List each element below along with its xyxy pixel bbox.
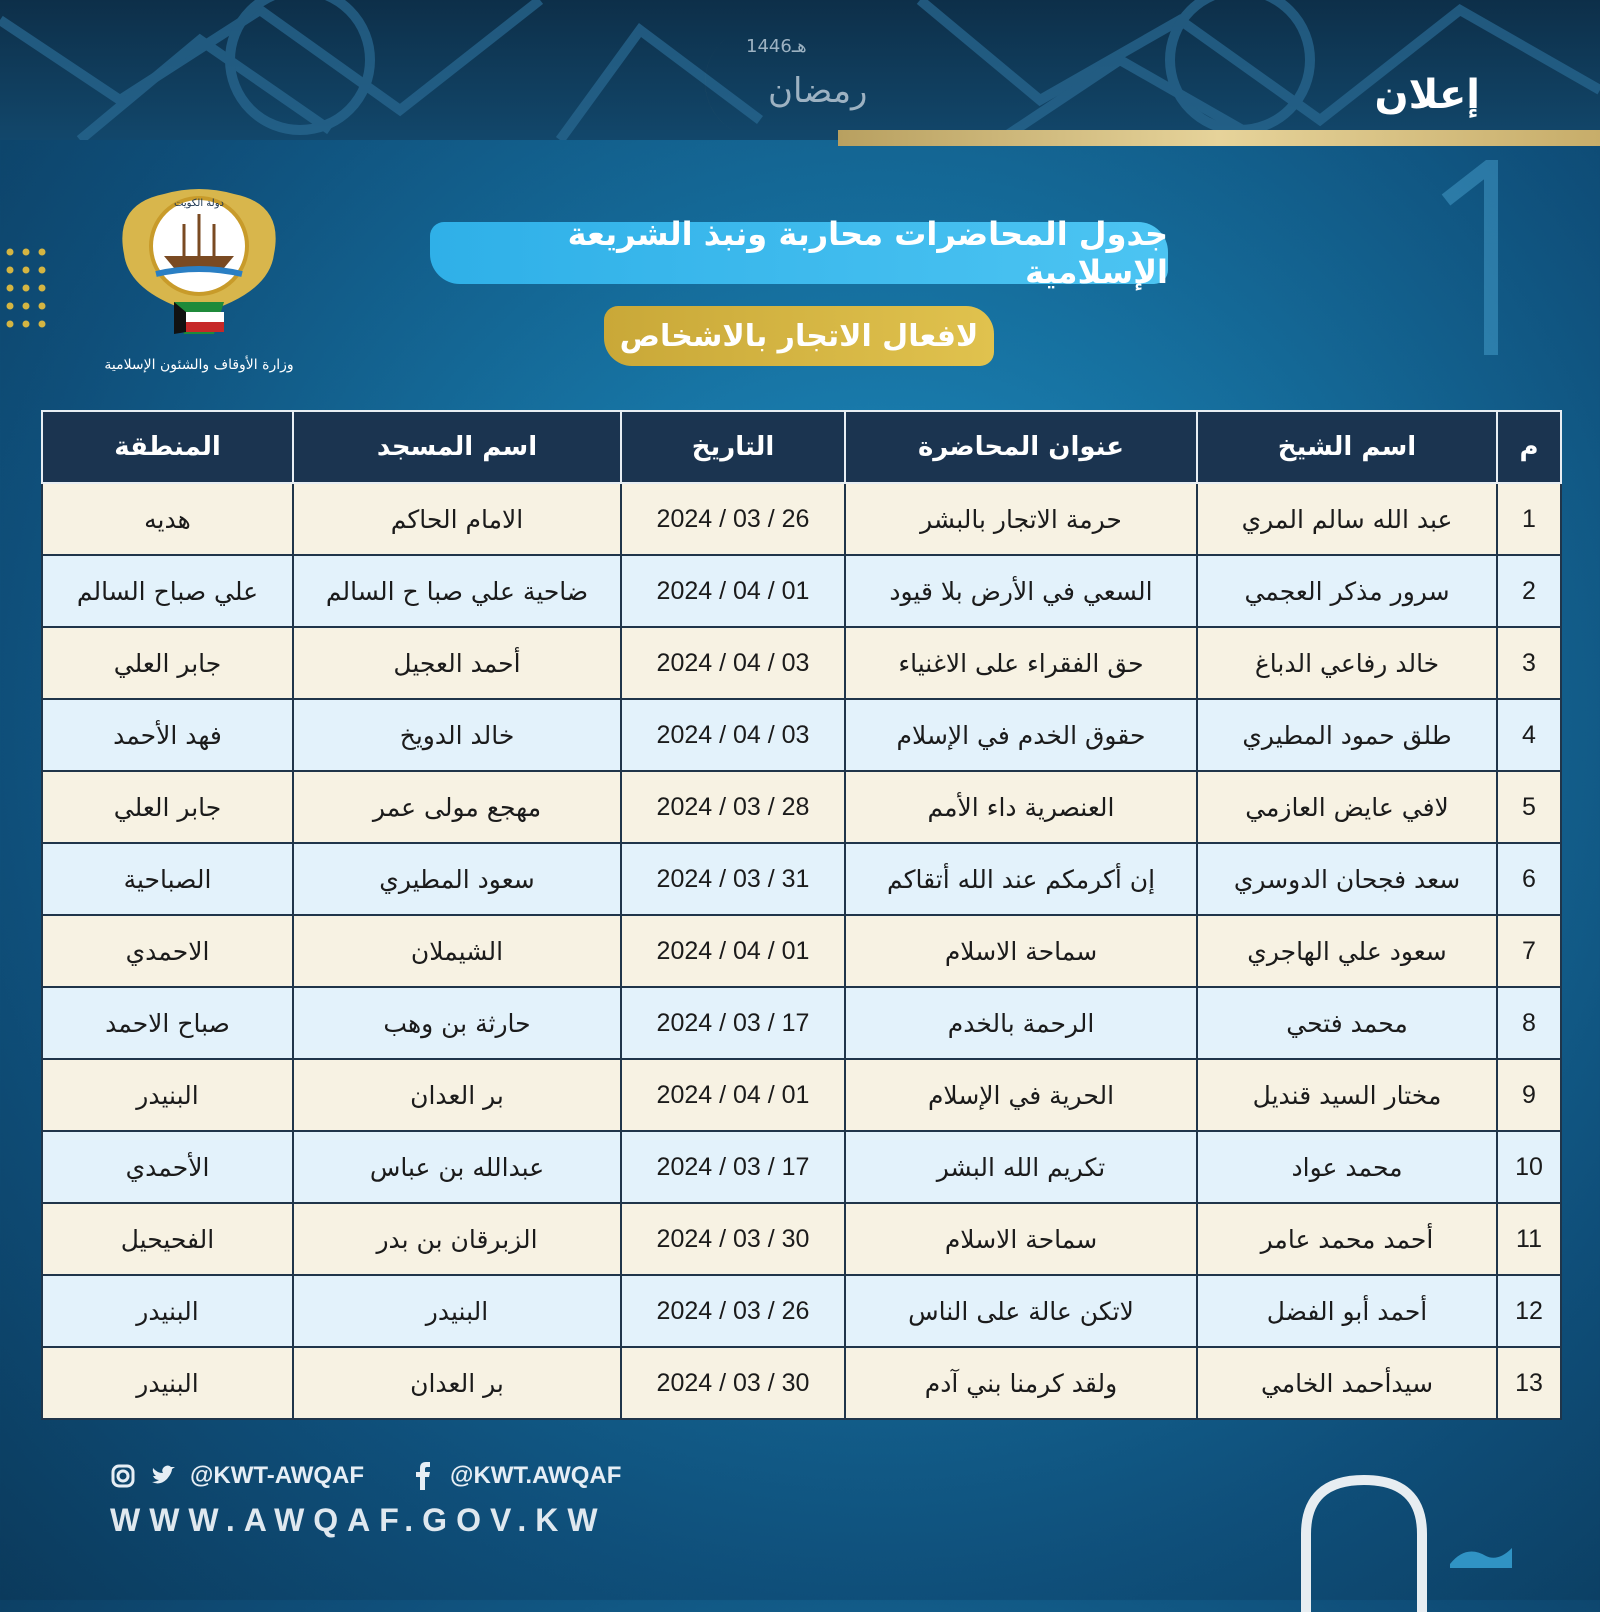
lecture-title: لاتكن عالة على الناس bbox=[845, 1275, 1197, 1347]
mosque-name: أحمد العجيل bbox=[293, 627, 621, 699]
row-number: 5 bbox=[1497, 771, 1561, 843]
ministry-emblem bbox=[104, 184, 294, 384]
area-name: صباح الاحمد bbox=[42, 987, 293, 1059]
column-header: التاريخ bbox=[621, 411, 845, 483]
mosque-name: البنيدر bbox=[293, 1275, 621, 1347]
row-number: 8 bbox=[1497, 987, 1561, 1059]
sheikh-name: محمد عواد bbox=[1197, 1131, 1497, 1203]
mosque-name: الزبرقان بن بدر bbox=[293, 1203, 621, 1275]
lecture-date: 2024 / 03 / 30 bbox=[621, 1203, 845, 1275]
area-name: الاحمدي bbox=[42, 915, 293, 987]
table-row bbox=[42, 987, 1561, 1059]
lecture-title: حرمة الاتجار بالبشر bbox=[845, 483, 1197, 555]
ramadan-logo bbox=[676, 22, 916, 142]
sheikh-name: سعد فجحان الدوسري bbox=[1197, 843, 1497, 915]
mosque-name: الامام الحاكم bbox=[293, 483, 621, 555]
row-number: 12 bbox=[1497, 1275, 1561, 1347]
sheikh-name: لافي عايض العازمي bbox=[1197, 771, 1497, 843]
facebook-handle[interactable]: @KWT.AWQAF bbox=[450, 1462, 622, 1489]
page-number-decoration bbox=[1436, 160, 1516, 360]
row-number: 3 bbox=[1497, 627, 1561, 699]
lecture-schedule-table bbox=[41, 410, 1562, 1420]
sheikh-name: طلق حمود المطيري bbox=[1197, 699, 1497, 771]
lecture-date: 2024 / 03 / 26 bbox=[621, 1275, 845, 1347]
mosque-name: بر العدان bbox=[293, 1347, 621, 1419]
row-number: 11 bbox=[1497, 1203, 1561, 1275]
sheikh-name: مختار السيد قنديل bbox=[1197, 1059, 1497, 1131]
row-number: 4 bbox=[1497, 699, 1561, 771]
lecture-date: 2024 / 03 / 30 bbox=[621, 1347, 845, 1419]
sheikh-name: أحمد محمد عامر bbox=[1197, 1203, 1497, 1275]
table-row bbox=[42, 627, 1561, 699]
facebook-icon[interactable] bbox=[410, 1463, 436, 1489]
sheikh-name: سعود علي الهاجري bbox=[1197, 915, 1497, 987]
table-row bbox=[42, 555, 1561, 627]
footer bbox=[110, 1462, 621, 1539]
row-number: 2 bbox=[1497, 555, 1561, 627]
table-row bbox=[42, 1131, 1561, 1203]
twitter-instagram-handle[interactable]: @KWT-AWQAF bbox=[190, 1462, 365, 1489]
mosque-name: حارثة بن وهب bbox=[293, 987, 621, 1059]
area-name: هديه bbox=[42, 483, 293, 555]
lecture-title: العنصرية داء الأمم bbox=[845, 771, 1197, 843]
lecture-title: الرحمة بالخدم bbox=[845, 987, 1197, 1059]
lecture-date: 2024 / 04 / 03 bbox=[621, 627, 845, 699]
area-name: جابر العلي bbox=[42, 771, 293, 843]
area-name: فهد الأحمد bbox=[42, 699, 293, 771]
lecture-date: 2024 / 03 / 28 bbox=[621, 771, 845, 843]
sheikh-name: محمد فتحي bbox=[1197, 987, 1497, 1059]
row-number: 10 bbox=[1497, 1131, 1561, 1203]
dots-decoration bbox=[4, 246, 54, 336]
sheikh-name: أحمد أبو الفضل bbox=[1197, 1275, 1497, 1347]
area-name: البنيدر bbox=[42, 1059, 293, 1131]
emblem-state-name: دولة الكويت bbox=[174, 198, 224, 209]
crescent-icon bbox=[676, 22, 916, 142]
lecture-title: سماحة الاسلام bbox=[845, 915, 1197, 987]
social-links bbox=[110, 1462, 621, 1490]
mosque-name: خالد الدويخ bbox=[293, 699, 621, 771]
row-number: 13 bbox=[1497, 1347, 1561, 1419]
sheikh-name: سيدأحمد الخامي bbox=[1197, 1347, 1497, 1419]
page-subtitle: لافعال الاتجار بالاشخاص bbox=[604, 306, 994, 366]
mosque-name: سعود المطيري bbox=[293, 843, 621, 915]
area-name: الأحمدي bbox=[42, 1131, 293, 1203]
mosque-name: ضاحية علي صبا ح السالم bbox=[293, 555, 621, 627]
emblem-ministry-name: وزارة الأوقاف والشئون الإسلامية bbox=[104, 357, 294, 373]
area-name: البنيدر bbox=[42, 1347, 293, 1419]
arch-decoration bbox=[1298, 1472, 1430, 1612]
table-row bbox=[42, 843, 1561, 915]
sheikh-name: عبد الله سالم المري bbox=[1197, 483, 1497, 555]
mosque-name: بر العدان bbox=[293, 1059, 621, 1131]
table-row bbox=[42, 915, 1561, 987]
page-title: جدول المحاضرات محاربة ونبذ الشريعة الإسلامية bbox=[430, 222, 1168, 284]
lecture-title: إن أكرمكم عند الله أتقاكم bbox=[845, 843, 1197, 915]
row-number: 7 bbox=[1497, 915, 1561, 987]
lecture-title: ولقد كرمنا بني آدم bbox=[845, 1347, 1197, 1419]
table-header-row bbox=[42, 411, 1561, 483]
row-number: 1 bbox=[1497, 483, 1561, 555]
mosque-name: الشيملان bbox=[293, 915, 621, 987]
table-row bbox=[42, 771, 1561, 843]
column-header: عنوان المحاضرة bbox=[845, 411, 1197, 483]
mosque-name: عبدالله بن عباس bbox=[293, 1131, 621, 1203]
lecture-date: 2024 / 03 / 17 bbox=[621, 987, 845, 1059]
instagram-icon[interactable] bbox=[110, 1463, 136, 1489]
lecture-title: الحرية في الإسلام bbox=[845, 1059, 1197, 1131]
column-header: اسم المسجد bbox=[293, 411, 621, 483]
column-header: المنطقة bbox=[42, 411, 293, 483]
table-row bbox=[42, 1059, 1561, 1131]
corner-logo-icon bbox=[1446, 1534, 1516, 1572]
table-row bbox=[42, 1275, 1561, 1347]
lecture-date: 2024 / 03 / 31 bbox=[621, 843, 845, 915]
lecture-date: 2024 / 04 / 03 bbox=[621, 699, 845, 771]
hijri-year: 1446هـ bbox=[746, 36, 807, 57]
row-number: 6 bbox=[1497, 843, 1561, 915]
lecture-title: حق الفقراء على الاغنياء bbox=[845, 627, 1197, 699]
kuwait-emblem-icon bbox=[104, 184, 294, 384]
lecture-date: 2024 / 03 / 26 bbox=[621, 483, 845, 555]
column-header: اسم الشيخ bbox=[1197, 411, 1497, 483]
area-name: جابر العلي bbox=[42, 627, 293, 699]
sheikh-name: سرور مذكر العجمي bbox=[1197, 555, 1497, 627]
lecture-date: 2024 / 04 / 01 bbox=[621, 1059, 845, 1131]
area-name: علي صباح السالم bbox=[42, 555, 293, 627]
sheikh-name: خالد رفاعي الدباغ bbox=[1197, 627, 1497, 699]
announcement-label: إعلان bbox=[1374, 72, 1480, 118]
twitter-icon[interactable] bbox=[150, 1463, 176, 1489]
row-number: 9 bbox=[1497, 1059, 1561, 1131]
gold-divider-line bbox=[838, 130, 1600, 146]
lecture-title: حقوق الخدم في الإسلام bbox=[845, 699, 1197, 771]
website-link[interactable]: WWW.AWQAF.GOV.KW bbox=[110, 1502, 607, 1538]
ramadan-text: رمضان bbox=[768, 71, 868, 111]
area-name: الصباحية bbox=[42, 843, 293, 915]
lecture-title: تكريم الله البشر bbox=[845, 1131, 1197, 1203]
table-row bbox=[42, 1347, 1561, 1419]
lecture-date: 2024 / 03 / 17 bbox=[621, 1131, 845, 1203]
column-header: م bbox=[1497, 411, 1561, 483]
mosque-name: مهجع مولى عمر bbox=[293, 771, 621, 843]
lecture-title: سماحة الاسلام bbox=[845, 1203, 1197, 1275]
table-row bbox=[42, 699, 1561, 771]
area-name: البنيدر bbox=[42, 1275, 293, 1347]
table-row bbox=[42, 483, 1561, 555]
table-row bbox=[42, 1203, 1561, 1275]
lecture-date: 2024 / 04 / 01 bbox=[621, 915, 845, 987]
lecture-title: السعي في الأرض بلا قيود bbox=[845, 555, 1197, 627]
area-name: الفحيحيل bbox=[42, 1203, 293, 1275]
lecture-date: 2024 / 04 / 01 bbox=[621, 555, 845, 627]
